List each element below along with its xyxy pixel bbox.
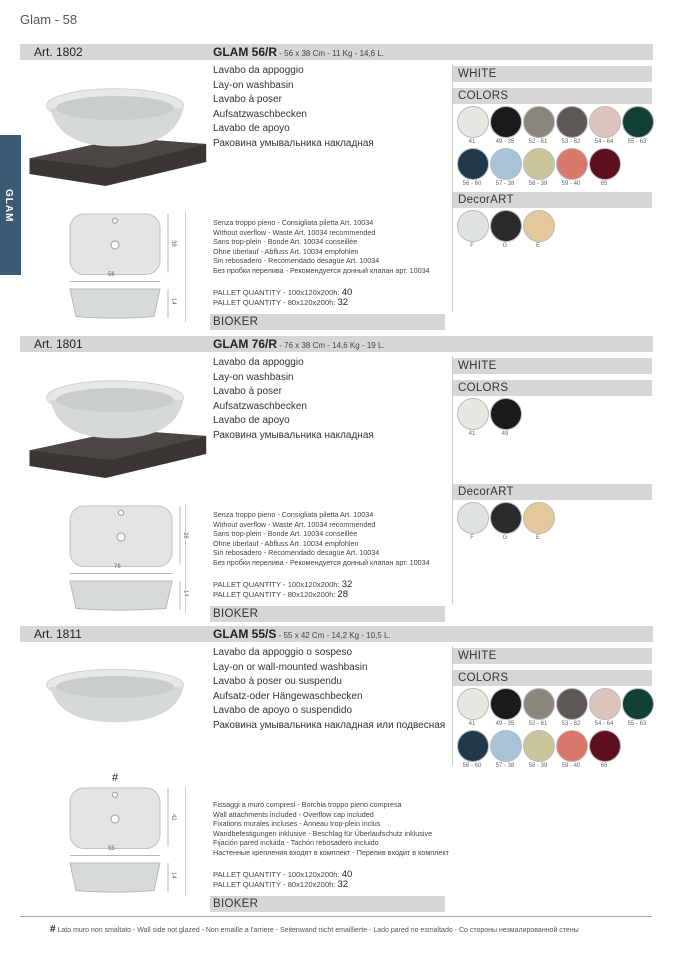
model-header <box>210 626 653 642</box>
product-photo <box>20 654 210 764</box>
material-label: BIOKER <box>210 314 445 330</box>
color-code: 54 - 64 <box>594 721 614 727</box>
color-code: 49 - 35 <box>495 721 515 727</box>
description-line: Aufsatzwaschbecken <box>213 400 307 412</box>
color-swatch[interactable] <box>457 688 489 720</box>
note-line: Fissaggi a muro compresi - Borchia troppo pieno compresa <box>213 800 402 809</box>
pallet-line <box>213 870 352 880</box>
note-line: Sans trop-plein - Bonde Art. 10034 conseillée <box>213 237 358 247</box>
dim-depth: 42 <box>170 813 176 821</box>
pallet-value: 40 <box>341 869 353 880</box>
description-line: Lavabo da appoggio <box>213 65 304 76</box>
description-line: Раковина умывальника накладная <box>213 429 374 441</box>
decor-code: G <box>502 535 508 541</box>
color-code: 49 - 35 <box>495 139 515 145</box>
note-line: Без пробки перелива - Рекомендуется донный клапан арт. 10034 <box>213 265 430 275</box>
color-code: 65 <box>600 763 608 769</box>
color-code: 58 - 39 <box>528 763 548 769</box>
notes <box>213 800 449 858</box>
color-code: 52 - 61 <box>528 721 548 727</box>
pallet-value: 40 <box>341 287 353 298</box>
white-header: WHITE <box>453 66 652 82</box>
note-line: Sans trop-plein - Bonde Art. 10034 conseillée <box>213 529 358 539</box>
color-swatch[interactable] <box>556 730 588 762</box>
pallet-label: PALLET QUANTITY - 80x120x200h: <box>213 590 338 599</box>
pallet-label: PALLET QUANTITY - 80x120x200h: <box>213 298 338 307</box>
description-list <box>213 646 445 733</box>
side-tab-label: GLAM <box>3 189 14 223</box>
note-line: Настенные крепления входят в комплект - Перелив входит в комплект <box>213 847 449 857</box>
decor-code: F <box>470 535 474 541</box>
color-code: 57 - 38 <box>495 763 515 769</box>
description-line: Lavabo da appoggio o sospeso <box>213 647 353 658</box>
decorart-header: DecorART <box>453 484 652 500</box>
article-number: Art. 1801 <box>20 336 220 352</box>
color-swatch[interactable] <box>490 730 522 762</box>
decorart-header: DecorART <box>453 192 652 208</box>
note-line: Wandbefestigungen inklusive - Beschlag für Überlaufschutz inklusive <box>213 828 433 838</box>
color-code: 58 - 39 <box>528 181 548 187</box>
color-swatch[interactable] <box>523 688 555 720</box>
color-code: 53 - 62 <box>561 139 581 145</box>
color-swatch[interactable] <box>556 688 588 720</box>
decor-code: E <box>535 535 540 541</box>
description-line: Lay-on washbasin <box>213 79 294 91</box>
description-line: Lavabo de apoyo o suspendido <box>213 705 353 716</box>
note-line: Senza troppo pieno - Consigliata piletta Art. 10034 <box>213 218 374 227</box>
pallet-label: PALLET QUANTITY - 100x120x200h: <box>213 288 342 297</box>
description-line: Раковина умывальника накладная <box>213 137 374 149</box>
decor-code: G <box>502 243 508 249</box>
description-line: Aufsatzwaschbecken <box>213 108 307 120</box>
model-specs: - 55 x 42 Cm - 14,2 Kg - 10,5 L. <box>276 631 391 640</box>
color-code: 49 <box>501 431 509 437</box>
material-label: BIOKER <box>210 606 445 622</box>
footer-divider <box>20 916 652 917</box>
color-code: 52 - 61 <box>528 139 548 145</box>
color-swatch[interactable] <box>490 688 522 720</box>
pallet-value: 32 <box>337 297 349 308</box>
note-line: Ohne überlauf - Abfluss Art. 10034 empfohlen <box>213 246 359 256</box>
dim-height: 14 <box>170 297 176 305</box>
divider <box>185 786 186 896</box>
pallet-line <box>213 880 352 890</box>
model-specs: - 56 x 38 Cm - 11 Kg - 14,6 L. <box>277 49 385 58</box>
model-specs: - 76 x 38 Cm - 14,6 Kg - 19 L. <box>277 341 385 350</box>
color-code: 57 - 38 <box>495 181 515 187</box>
white-header: WHITE <box>453 358 652 374</box>
model-name: GLAM 76/R <box>213 337 278 351</box>
dim-height: 14 <box>170 871 176 879</box>
note-line: Wall attachments included - Overflow cap included <box>213 809 374 819</box>
footer-mark: # <box>50 924 56 935</box>
description-line: Lavabo de apoyo <box>213 123 290 134</box>
model-name: GLAM 55/S <box>213 627 277 641</box>
colors-header: COLORS <box>453 670 652 686</box>
color-code: 65 <box>600 181 608 187</box>
color-swatch[interactable] <box>523 730 555 762</box>
note-line: Fijación pared incluida - Tachón rebosadero incluido <box>213 838 379 848</box>
color-swatch[interactable] <box>457 730 489 762</box>
description-line: Lavabo da appoggio <box>213 357 304 368</box>
color-code: 41 <box>468 431 476 437</box>
colors-header: COLORS <box>453 88 652 104</box>
pallet-label: PALLET QUANTITY - 100x120x200h: <box>213 870 342 879</box>
pallet-info <box>213 870 352 890</box>
dim-depth: 38 <box>170 239 176 247</box>
color-swatch[interactable] <box>589 688 621 720</box>
column-divider <box>452 646 453 766</box>
description-line: Lay-on washbasin <box>213 371 294 383</box>
note-line: Sin rebosadero - Recomendado desagüe Art. 10034 <box>213 548 380 558</box>
color-code: 41 <box>468 721 476 727</box>
white-header: WHITE <box>453 648 652 664</box>
color-swatch[interactable] <box>622 688 654 720</box>
note-line: Without overflow - Waste Art. 10034 recommended <box>213 519 376 529</box>
pallet-value: 32 <box>337 879 349 890</box>
note-line: Senza troppo pieno - Consigliata piletta Art. 10034 <box>213 510 374 519</box>
dim-width: 56 <box>108 272 115 279</box>
note-line: Без пробки перелива - Рекомендуется донный клапан арт. 10034 <box>213 557 430 567</box>
description-line: Lavabo à poser <box>213 386 282 397</box>
technical-drawing <box>68 786 178 896</box>
pallet-value: 32 <box>341 579 353 590</box>
description-line: Раковина умывальника накладная или подвесная <box>213 719 446 731</box>
material-label: BIOKER <box>210 896 445 912</box>
color-code: 56 - 60 <box>462 763 482 769</box>
dim-width: 76 <box>114 564 121 571</box>
color-swatch[interactable] <box>589 730 621 762</box>
pallet-label: PALLET QUANTITY - 80x120x200h: <box>213 880 338 889</box>
wall-side-mark: # <box>112 772 119 784</box>
note-line: Ohne überlauf - Abfluss Art. 10034 empfohlen <box>213 538 359 548</box>
page-title: Glam - 58 <box>20 12 78 27</box>
description-line: Lavabo à poser <box>213 94 282 105</box>
description-line: Lavabo à poser ou suspendu <box>213 676 342 687</box>
note-line: Fixations murales incluses - Anneau trop-plein inclus <box>213 819 381 829</box>
decor-code: E <box>535 243 540 249</box>
dim-width: 55 <box>108 846 115 853</box>
decor-code: F <box>470 243 474 249</box>
pallet-label: PALLET QUANTITY - 100x120x200h: <box>213 580 342 589</box>
color-code: 55 - 63 <box>627 139 647 145</box>
color-code: 59 - 40 <box>561 181 581 187</box>
model-name: GLAM 56/R <box>213 45 278 59</box>
color-code: 56 - 60 <box>462 181 482 187</box>
color-code: 55 - 63 <box>627 721 647 727</box>
color-code: 54 - 64 <box>594 139 614 145</box>
description-line: Aufsatz-oder Hängewaschbecken <box>213 690 363 702</box>
note-line: Sin rebosadero - Recomendado desagüe Art. 10034 <box>213 256 380 266</box>
note-line: Without overflow - Waste Art. 10034 recommended <box>213 227 376 237</box>
description-line: Lay-on or wall-mounted washbasin <box>213 661 368 673</box>
pallet-value: 28 <box>337 589 349 600</box>
article-number: Art. 1811 <box>20 626 220 642</box>
color-code: 59 - 40 <box>561 763 581 769</box>
footer-note <box>50 924 579 935</box>
description-line: Lavabo de apoyo <box>213 415 290 426</box>
color-code: 53 - 62 <box>561 721 581 727</box>
footer-text: Lato muro non smaltato - Wall side not glazed - Non emaille a l'arriere - Seitenwand nicht emaillierte - Lado pared no esmaltado - Со стороны незмалированной стены <box>55 927 579 934</box>
color-code: 41 <box>468 139 476 145</box>
colors-header: COLORS <box>453 380 652 396</box>
article-number: Art. 1802 <box>20 44 220 60</box>
